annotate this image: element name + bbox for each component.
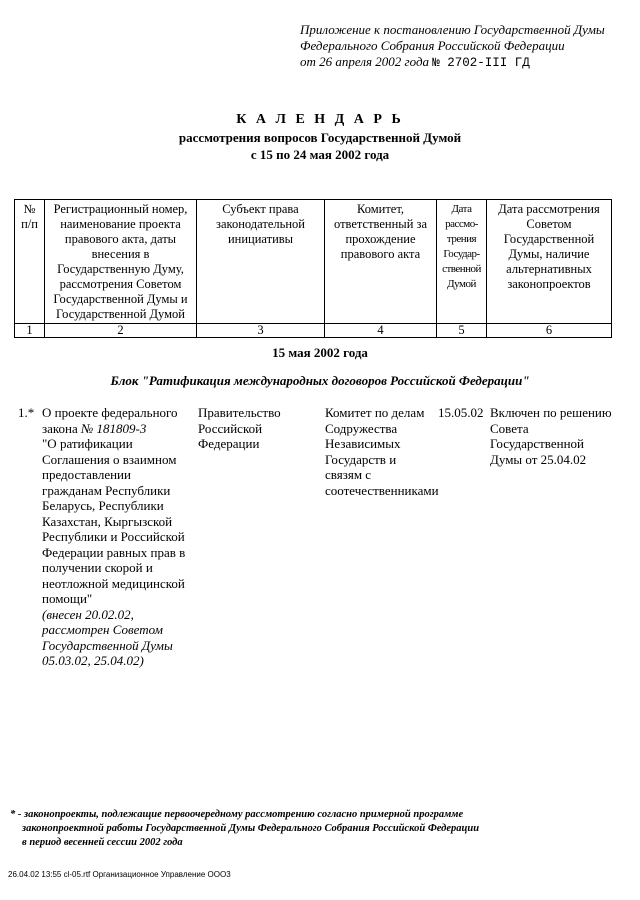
column-numbers-row [15,324,612,338]
column-number: 3 [197,324,325,338]
bill-dates-note: (внесен 20.02.02, рассмотрен Советом Государственной Думы 05.03.02, 25.04.02) [42,606,173,668]
document-period: с 15 по 24 мая 2002 года [250,147,390,162]
document-subtitle: рассмотрения вопросов Государственной Думой [178,130,462,145]
council-review-note: Включен по решению Совета Государственной Думы от 25.04.02 [490,405,612,467]
block-title: Блок "Ратификация международных договоров Российской Федерации" [110,373,530,388]
decree-number: № 2702-III ГД [432,56,530,70]
column-header: Субъект права законодательной инициативы [197,200,325,324]
column-header: Комитет, ответственный за прохождение правового акта [325,200,437,324]
footnote-line-2: законопроектной работы Государственной Думы Федерального Собрания Российской Федерации [22,823,480,834]
column-header: № п/п [15,200,45,324]
calendar-header-table [14,199,612,338]
column-header: Регистрационный номер, наименование проекта правового акта, даты внесения в Государственную Думу, рассмотрения Советом Государственной Думы и Государственной Думой [45,200,197,324]
decree-reference [300,22,605,71]
column-number: 4 [325,324,437,338]
responsible-committee: Комитет по делам Содружества Независимых Государств и связям с соотечественниками [325,405,439,498]
bill-title-body: "О ратификации Соглашения о взаимном предоставлении гражданам Республики Беларусь, Республики Казахстан, Кыргызской Республики и Российской Федерации равных прав в получении скорой и неотложной медицинской помощи" [42,436,186,606]
column-number: 1 [15,324,45,338]
footnote-line-3: в период весенней сессии 2002 года [22,837,183,848]
footnote [10,808,479,850]
bill-reg-line [42,421,192,437]
column-number: 5 [437,324,487,338]
row-number: 1.* [18,405,35,420]
column-number: 6 [487,324,612,338]
column-number: 2 [45,324,197,338]
document-title: К А Л Е Н Д А Р Ь [236,112,404,127]
section-date: 15 мая 2002 года [272,345,368,360]
decree-date: от 26 апреля 2002 года [300,54,430,69]
footnote-line-1: * - законопроекты, подлежащие первоочередному рассмотрению согласно примерной программе [10,809,464,820]
bill-reg-number: № 181809-3 [81,420,147,436]
bill-title-line1: О проекте федерального [42,405,178,420]
column-header: Дата рассмотрения Советом Государственной Думы, наличие альтернативных законопроектов [487,200,612,324]
column-header: Дата рассмо-трения Государ-ственной Думой [437,200,487,324]
file-metadata: 26.04.02 13:55 cl-05.rtf Организационное Управление ООО3 [8,870,231,879]
decree-line-2: Федерального Собрания Российской Федерации [300,38,565,53]
bill-description [42,405,192,669]
bill-title-prefix: закона [42,420,78,436]
column-headers-row [15,200,612,324]
duma-review-date: 15.05.02 [438,405,484,420]
decree-line-1: Приложение к постановлению Государственной Думы [300,22,605,37]
initiative-subject: Правительство Российской Федерации [198,405,281,451]
decree-line-3 [300,54,605,71]
